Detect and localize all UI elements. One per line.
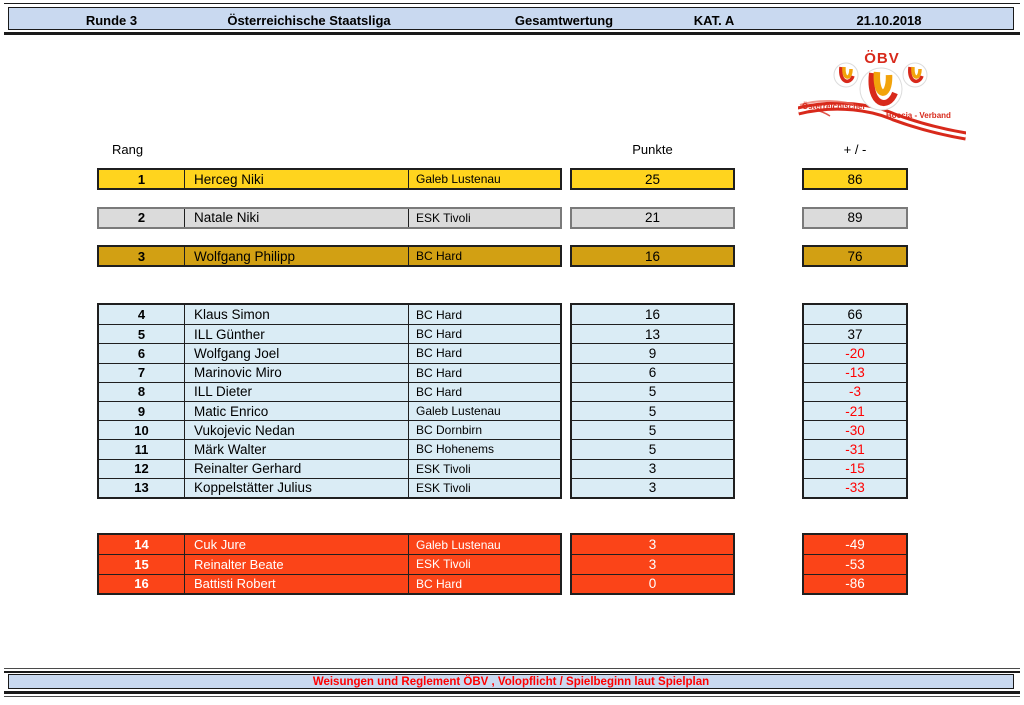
points-value: 5	[572, 382, 733, 401]
rank-cell: 6	[99, 344, 185, 362]
footer-rule-top-thin	[4, 668, 1020, 669]
player-name: Battisti Robert	[185, 575, 409, 593]
club-name: BC Hard	[416, 365, 463, 380]
header-date: 21.10.2018	[856, 13, 922, 28]
diff-value: 37	[804, 324, 906, 343]
header-thick-rule	[4, 32, 1020, 35]
table-row	[99, 459, 560, 478]
club-name: BC Hard	[416, 249, 463, 263]
rank-cell: 8	[99, 383, 185, 401]
header-round: Runde 3	[85, 13, 138, 28]
footer-rule-top	[4, 671, 1020, 673]
rank-cell: 5	[99, 325, 185, 343]
diff-value: -3	[804, 382, 906, 401]
points-value: 16	[570, 245, 735, 267]
oebv-logo	[798, 47, 966, 147]
points-value: 3	[648, 537, 657, 553]
player-name: Herceg Niki	[185, 170, 409, 188]
diff-value: -31	[804, 439, 906, 458]
diff-value: -20	[804, 343, 906, 362]
podium-row	[97, 168, 908, 190]
table-row	[99, 574, 560, 593]
player-name: Wolfgang Philipp	[185, 247, 409, 265]
points-value: 6	[572, 363, 733, 382]
rank-cell: 14	[99, 535, 185, 554]
rank-cell: 2	[99, 209, 185, 227]
logo-abbr-text: ÖBV	[864, 50, 900, 67]
table-row	[99, 382, 560, 401]
player-name: ILL Dieter	[185, 383, 409, 401]
player-name: Wolfgang Joel	[185, 344, 409, 362]
player-name: Vukojevic Nedan	[185, 421, 409, 439]
points-value: 3	[572, 459, 733, 478]
points-value: 5	[572, 401, 733, 420]
rank-cell: 15	[99, 555, 185, 573]
diff-value: 76	[802, 245, 908, 267]
podium-section	[97, 168, 908, 267]
footer-bar	[8, 674, 1014, 689]
relegation-diff-table	[802, 533, 908, 595]
table-row	[99, 554, 560, 573]
table-row	[99, 478, 560, 497]
standings-diff-table	[802, 303, 908, 499]
club-name: Galeb Lustenau	[416, 537, 501, 552]
header-bar	[8, 7, 1014, 30]
header-league: Österreichische Staatsliga	[227, 13, 391, 28]
table-row	[99, 439, 560, 458]
logo-right-text: Boccia - Verband	[886, 111, 951, 120]
table-row	[99, 324, 560, 343]
rank-cell: 13	[99, 479, 185, 497]
player-name: Natale Niki	[185, 209, 409, 227]
player-name: ILL Günther	[185, 325, 409, 343]
rank-cell: 1	[99, 170, 185, 188]
diff-value: -49	[845, 537, 865, 553]
diff-value: -21	[804, 401, 906, 420]
footer-rule-bottom-thin	[4, 696, 1020, 697]
header-category: KAT. A	[693, 13, 735, 28]
podium-row	[97, 245, 908, 267]
club-name: Galeb Lustenau	[416, 404, 501, 419]
podium-player-box	[97, 245, 562, 267]
podium-row	[97, 207, 908, 229]
rank-cell: 7	[99, 364, 185, 382]
table-row	[99, 420, 560, 439]
diff-value: -86	[804, 574, 906, 593]
footer-note: Weisungen und Reglement ÖBV , Volopflicht / Spielbeginn laut Spielplan	[312, 675, 710, 688]
diff-value: 86	[802, 168, 908, 190]
points-value: 5	[572, 439, 733, 458]
club-name: Galeb Lustenau	[416, 172, 501, 186]
relegation-points-table	[570, 533, 735, 595]
rank-cell: 9	[99, 402, 185, 420]
points-value: 25	[570, 168, 735, 190]
table-row	[99, 363, 560, 382]
top-rule	[4, 3, 1020, 4]
column-label-diff: + / -	[843, 142, 867, 157]
rank-cell: 11	[99, 440, 185, 458]
player-name: Marinovic Miro	[185, 364, 409, 382]
diff-value: -33	[804, 478, 906, 497]
podium-player-box	[97, 207, 562, 229]
rank-cell: 12	[99, 460, 185, 478]
rank-cell: 16	[99, 575, 185, 593]
table-row	[99, 535, 560, 554]
diff-value: 66	[847, 307, 863, 323]
column-label-points: Punkte	[632, 142, 673, 157]
footer-rule-bottom	[4, 691, 1020, 694]
relegation-player-table	[97, 533, 562, 595]
player-name: Reinalter Beate	[185, 555, 409, 573]
club-name: BC Dornbirn	[416, 423, 483, 438]
club-name: BC Hard	[416, 384, 463, 399]
player-name: Klaus Simon	[185, 305, 409, 324]
club-name: ESK Tivoli	[416, 210, 471, 225]
player-name: Matic Enrico	[185, 402, 409, 420]
club-name: BC Hard	[416, 346, 463, 361]
points-value: 3	[572, 554, 733, 573]
player-name: Koppelstätter Julius	[185, 479, 409, 497]
rank-cell: 10	[99, 421, 185, 439]
header-title: Gesamtwertung	[514, 13, 614, 28]
club-name: BC Hard	[416, 307, 463, 322]
logo-left-text: Österreichischer	[802, 102, 866, 111]
diff-value: 89	[802, 207, 908, 229]
club-name: ESK Tivoli	[416, 480, 471, 495]
rank-cell: 3	[99, 247, 185, 265]
table-row	[99, 343, 560, 362]
points-value: 13	[572, 324, 733, 343]
player-name: Reinalter Gerhard	[185, 460, 409, 478]
club-name: BC Hard	[416, 327, 463, 342]
points-value: 3	[572, 478, 733, 497]
player-name: Märk Walter	[185, 440, 409, 458]
podium-player-box	[97, 168, 562, 190]
standings-player-table	[97, 303, 562, 499]
rank-cell: 4	[99, 305, 185, 324]
points-value: 16	[644, 307, 661, 323]
standings-points-table	[570, 303, 735, 499]
column-label-rank: Rang	[112, 142, 144, 157]
diff-value: -53	[804, 554, 906, 573]
club-name: BC Hohenems	[416, 442, 495, 457]
diff-value: -30	[804, 420, 906, 439]
club-name: ESK Tivoli	[416, 557, 471, 572]
diff-value: -15	[804, 459, 906, 478]
table-row	[99, 305, 560, 324]
club-name: ESK Tivoli	[416, 461, 471, 476]
points-value: 5	[572, 420, 733, 439]
points-value: 0	[572, 574, 733, 593]
points-value: 21	[570, 207, 735, 229]
club-name: BC Hard	[416, 576, 463, 591]
table-row	[99, 401, 560, 420]
player-name: Cuk Jure	[185, 535, 409, 554]
points-value: 9	[572, 343, 733, 362]
diff-value: -13	[804, 363, 906, 382]
